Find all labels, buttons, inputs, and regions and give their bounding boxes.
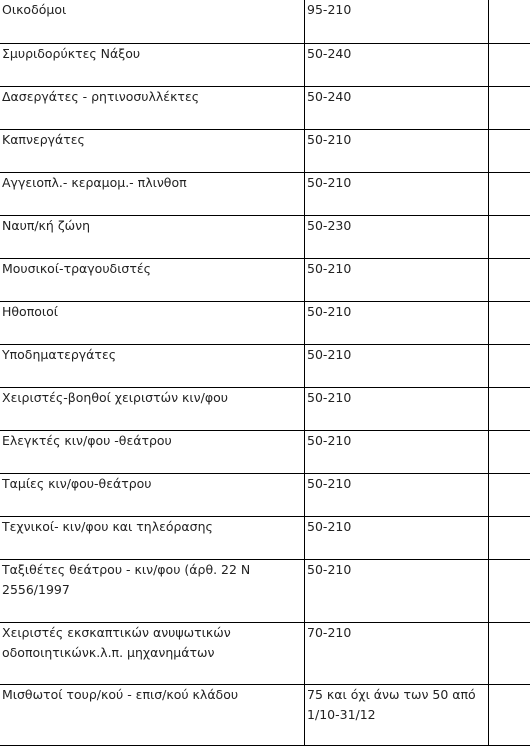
- table-row: [0, 216, 530, 259]
- range-cell: 50-210: [305, 302, 489, 345]
- empty-cell: [489, 173, 530, 216]
- table-row: [0, 474, 530, 517]
- empty-cell: [489, 0, 530, 44]
- range-cell: 70-210: [305, 623, 489, 685]
- range-cell: 50-230: [305, 216, 489, 259]
- empty-cell: [489, 685, 530, 746]
- table-row: [0, 431, 530, 474]
- table-row: [0, 0, 530, 44]
- occupation-cell: Ταμίες κιν/φου-θεάτρου: [0, 474, 305, 517]
- occupation-cell: Αγγειοπλ.- κεραμομ.- πλινθοπ: [0, 173, 305, 216]
- range-cell: 50-210: [305, 431, 489, 474]
- table-row: [0, 388, 530, 431]
- occupation-cell: Ναυπ/κή ζώνη: [0, 216, 305, 259]
- occupation-cell: Υποδηματεργάτες: [0, 345, 305, 388]
- table-row: [0, 517, 530, 560]
- empty-cell: [489, 216, 530, 259]
- table-row: [0, 259, 530, 302]
- range-cell: 50-210: [305, 345, 489, 388]
- table-row: [0, 685, 530, 746]
- range-cell: 50-210: [305, 517, 489, 560]
- range-cell: 50-210: [305, 130, 489, 173]
- table-row: [0, 345, 530, 388]
- empty-cell: [489, 44, 530, 87]
- table-row: [0, 173, 530, 216]
- empty-cell: [489, 623, 530, 685]
- empty-cell: [489, 130, 530, 173]
- occupation-cell: Χειριστές-βοηθοί χειριστών κιν/φου: [0, 388, 305, 431]
- occupation-cell: Σμυριδορύκτες Νάξου: [0, 44, 305, 87]
- empty-cell: [489, 474, 530, 517]
- range-cell: 50-210: [305, 173, 489, 216]
- occupation-cell: Μουσικοί-τραγουδιστές: [0, 259, 305, 302]
- table-row: [0, 302, 530, 345]
- range-cell: 50-240: [305, 87, 489, 130]
- table-row: [0, 623, 530, 685]
- empty-cell: [489, 345, 530, 388]
- occupation-cell: Ταξιθέτες θεάτρου - κιν/φου (άρθ. 22 Ν 2556/1997: [0, 560, 305, 623]
- table-row: [0, 87, 530, 130]
- empty-cell: [489, 560, 530, 623]
- occupation-cell: Δασεργάτες - ρητινοσυλλέκτες: [0, 87, 305, 130]
- occupation-cell: Μισθωτοί τουρ/κού - επισ/κού κλάδου: [0, 685, 305, 746]
- range-cell: 50-210: [305, 474, 489, 517]
- table-row: [0, 130, 530, 173]
- occupation-cell: Ελεγκτές κιν/φου -θεάτρου: [0, 431, 305, 474]
- occupation-cell: Τεχνικοί- κιν/φου και τηλεόρασης: [0, 517, 305, 560]
- occupation-cell: Ηθοποιοί: [0, 302, 305, 345]
- empty-cell: [489, 302, 530, 345]
- occupation-cell: Οικοδόμοι: [0, 0, 305, 44]
- empty-cell: [489, 388, 530, 431]
- empty-cell: [489, 87, 530, 130]
- range-cell: 95-210: [305, 0, 489, 44]
- occupation-cell: Χειριστές εκσκαπτικών ανυψωτικών οδοποιητικώνκ.λ.π. μηχανημάτων: [0, 623, 305, 685]
- table-row: [0, 44, 530, 87]
- table-row: [0, 560, 530, 623]
- empty-cell: [489, 259, 530, 302]
- range-cell: 50-210: [305, 259, 489, 302]
- empty-cell: [489, 431, 530, 474]
- range-cell: 50-240: [305, 44, 489, 87]
- occupation-cell: Καπνεργάτες: [0, 130, 305, 173]
- empty-cell: [489, 517, 530, 560]
- range-cell: 75 και όχι άνω των 50 από 1/10-31/12: [305, 685, 489, 746]
- range-cell: 50-210: [305, 560, 489, 623]
- range-cell: 50-210: [305, 388, 489, 431]
